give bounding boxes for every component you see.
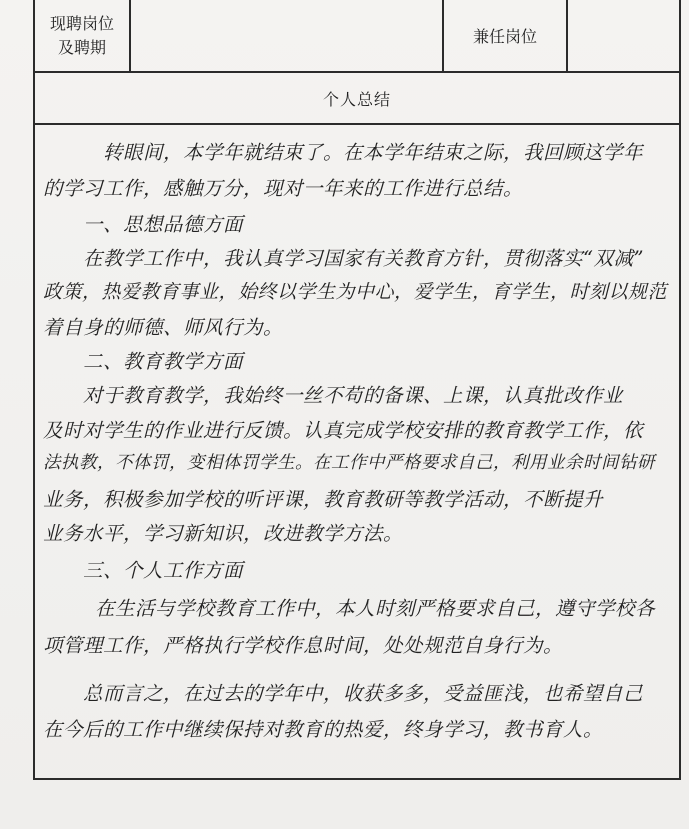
summary-line: 及时对学生的作业进行反馈。认真完成学校安排的教育教学工作，依 bbox=[43, 419, 644, 442]
summary-line: 对于教育教学，我始终一丝不苟的备课、上课，认真批改作业 bbox=[83, 384, 624, 407]
summary-line: 在今后的工作中继续保持对教育的热爱，终身学习，教书育人。 bbox=[43, 718, 604, 741]
form-table bbox=[33, 0, 681, 780]
current-post-value[interactable] bbox=[131, 0, 441, 71]
summary-line: 在生活与学校教育工作中，本人时刻严格要求自己，遵守学校各 bbox=[95, 597, 656, 620]
summary-line: 的学习工作，感触万分，现对一年来的工作进行总结。 bbox=[43, 177, 524, 200]
summary-line: 二、教育教学方面 bbox=[83, 350, 244, 373]
summary-line: 转眼间，本学年就结束了。在本学年结束之际，我回顾这学年 bbox=[103, 141, 644, 164]
current-post-label-line2: 及聘期 bbox=[57, 37, 106, 57]
summary-line: 业务，积极参加学校的听评课，教育教研等教学活动，不断提升 bbox=[43, 488, 604, 511]
summary-line: 业务水平，学习新知识，改进教学方法。 bbox=[43, 522, 404, 545]
current-post-label-line1: 现聘岗位 bbox=[49, 13, 114, 33]
summary-line: 在教学工作中，我认真学习国家有关教育方针，贯彻落实“双减” bbox=[83, 247, 644, 270]
summary-line: 一、思想品德方面 bbox=[83, 213, 244, 236]
concurrent-post-label: 兼任岗位 bbox=[442, 0, 568, 71]
post-info-row bbox=[35, 0, 679, 73]
summary-line: 着自身的师德、师风行为。 bbox=[43, 316, 284, 339]
summary-line: 三、个人工作方面 bbox=[83, 559, 244, 582]
current-post-label bbox=[35, 0, 131, 71]
summary-line: 总而言之，在过去的学年中，收获多多，受益匪浅，也希望自己 bbox=[83, 682, 644, 705]
summary-line: 法执教，不体罚，变相体罚学生。在工作中严格要求自己，利用业余时间钻研 bbox=[43, 453, 655, 473]
section-title: 个人总结 bbox=[35, 73, 679, 125]
summary-line: 政策，热爱教育事业，始终以学生为中心，爱学生，育学生，时刻以规范 bbox=[43, 281, 668, 303]
summary-body bbox=[35, 125, 679, 775]
summary-line: 项管理工作，严格执行学校作息时间，处处规范自身行为。 bbox=[43, 634, 564, 657]
